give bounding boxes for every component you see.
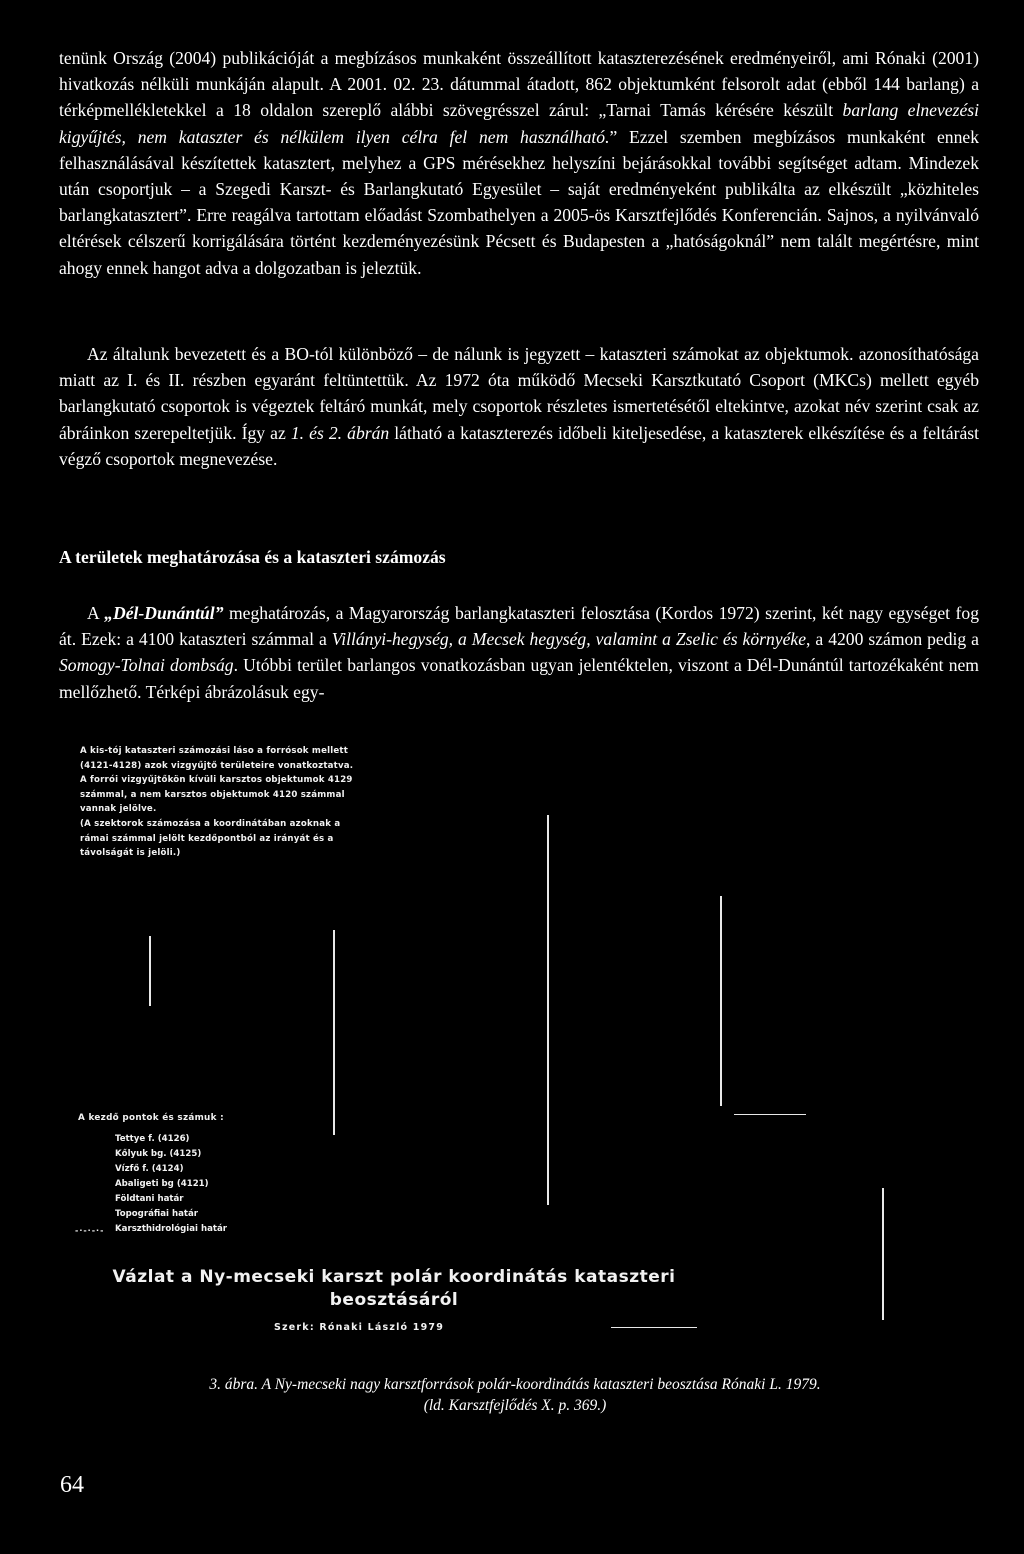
- paragraph-3-text-c: , a 4200 számon pedig a: [806, 629, 979, 650]
- legend-item: Topográfiai határ: [115, 1209, 199, 1219]
- figure-note-line: számmal, a nem karsztos objektumok 4120 számmal: [80, 789, 345, 800]
- figure-note-line: távolságát is jelöli.): [80, 848, 181, 859]
- figure-note-line: (A szektorok számozása a koordinátában azoknak a: [80, 818, 341, 829]
- figure-note: [80, 744, 420, 861]
- figure-note-line: rámai számmal jelölt kezdőpontból az irányát és a: [80, 833, 334, 844]
- paragraph-3-italic-regions: Villányi-hegység, a Mecsek hegység, valamint a Zselic és környéke: [331, 629, 807, 650]
- figure-note-line: vannak jelölve.: [80, 804, 157, 815]
- paragraph-2: [59, 341, 979, 472]
- map-line: [333, 930, 335, 1135]
- figure-note-line: A forrói vizgyűjtőkön kívüli karsztos objektumok 4129: [80, 775, 353, 786]
- legend-item: Tettye f. (4126): [115, 1134, 190, 1144]
- paragraph-3-text-b: meghatározás, a Magyarország barlangkataszteri felosztása (Kordos 1972) szerint, két nagy egységet fog át. Ezek: a 4100 kataszteri számmal a: [59, 603, 979, 650]
- paragraph-1-text-a: tenünk Ország (2004) publikációját a megbízásos munkaként összeállított kataszterezésének eredményeiről, ami Rónaki (2001) hivatkozás nélküli munkáján alapult. A 2001. 02. 23. dátummal átadott, 862 objektumként felsorolt adat (ebből 144 barlang) a térképmellékletekkel a 18 oldalon szereplő alábbi szövegrésszel zárul: „Tarnai Tamás kérésére készült: [59, 48, 979, 121]
- figure-caption: [120, 1374, 910, 1416]
- figure-title: [94, 1266, 694, 1312]
- map-line: [547, 815, 549, 1205]
- paragraph-2-text-a: Az általunk bevezetett és a BO-tól különböző – de nálunk is jegyzett – kataszteri számokat az objektumok. azonosíthatósága miatt az I. és II. részben egyaránt feltüntettük. Az 1972 óta működő Mecseki Karsztkutató Csoport (MKCs) mellett egyéb barlangkutató csoportok is végeztek feltáró munkát, mely csoportok részletes ismertetésétől eltekintve, azokat név szerint csak az ábráinkon szerepeltetjük. Így az: [59, 344, 979, 443]
- map-line: [882, 1188, 884, 1320]
- legend-dash-symbol: -·-·-·-: [75, 1226, 105, 1235]
- figure-map: [60, 740, 960, 1360]
- legend-item: Földtani határ: [115, 1194, 184, 1204]
- paragraph-3: [59, 600, 979, 705]
- paragraph-3-bold-italic-term: „Dél-Dunántúl”: [104, 603, 224, 623]
- map-line: [149, 936, 151, 1006]
- figure-title-line: beosztásáról: [329, 1290, 459, 1310]
- section-heading: A területek meghatározása és a kataszteri számozás: [59, 547, 446, 567]
- paragraph-3-text-d: . Utóbbi terület barlangos vonatkozásban ugyan jelentéktelen, viszont a Dél-Dunántúl tartozékaként nem mellőzhető. Térképi ábrázolásuk egy-: [59, 655, 979, 702]
- legend: [75, 1132, 228, 1237]
- paragraph-3-italic-region: Somogy-Tolnai dombság: [59, 655, 234, 676]
- map-line: [734, 1114, 806, 1115]
- page-number: 64: [60, 1472, 84, 1498]
- figure-editor: Szerk: Rónaki László 1979: [274, 1322, 444, 1333]
- paragraph-1-text-b: ” Ezzel szemben megbízásos munkaként ennek felhasználásával készítettek katasztert, melyhez a GPS mérésekhez helyszíni bejárásokkal további segítséget adtam. Mindezek után csoportjuk – a Szegedi Karszt- és Barlangkutató Egyesület – saját eredményeként publikálta az elkészült „közhiteles barlangkatasztert”. Erre reagálva tartottam előadást Szombathelyen a 2005-ös Karsztfejlődés Konferencián. Sajnos, a nyilvánvaló eltérések célszerű korrigálására történt kezdeményezésünk Pécsett és Budapesten a „hatóságoknál” nem talált megértésre, mint ahogy ennek hangot adva a dolgozatban is jeleztük.: [59, 126, 979, 278]
- figure-note-line: (4121-4128) azok vizgyűjtő területeire vonatkoztatva.: [80, 760, 354, 771]
- legend-item: Abaligeti bg (4121): [115, 1179, 209, 1189]
- map-line: [720, 896, 722, 1106]
- paragraph-3-text-a: A: [87, 603, 105, 623]
- map-line: [611, 1327, 697, 1328]
- caption-line: 3. ábra. A Ny-mecseki nagy karsztforrások polár-koordinátás kataszteri beosztása Rónaki L. 1979.: [209, 1376, 821, 1393]
- legend-item: Karszthidrológiai határ: [115, 1224, 228, 1234]
- figure-title-line: Vázlat a Ny-mecseki karszt polár koordinátás kataszteri: [112, 1267, 676, 1287]
- legend-item: Vízfő f. (4124): [115, 1164, 184, 1174]
- paragraph-1-italic-quote: barlang elnevezési kigyűjtés, nem kataszter és nélkülem ilyen célra fel nem használható.: [59, 100, 979, 147]
- paragraph-2-italic-ref: 1. és 2. ábrán: [290, 422, 390, 443]
- legend-title: A kezdő pontok és számuk :: [78, 1113, 224, 1123]
- paragraph-1: [59, 45, 979, 281]
- paragraph-2-text-b: látható a kataszterezés időbeli kiteljesedése, a kataszterek elkészítése és a feltárást végző csoportok megnevezése.: [59, 422, 979, 469]
- legend-item: Kőlyuk bg. (4125): [115, 1149, 202, 1159]
- caption-line: (ld. Karsztfejlődés X. p. 369.): [423, 1397, 607, 1414]
- figure-note-line: A kis-tój kataszteri számozási láso a forrósok mellett: [80, 746, 349, 756]
